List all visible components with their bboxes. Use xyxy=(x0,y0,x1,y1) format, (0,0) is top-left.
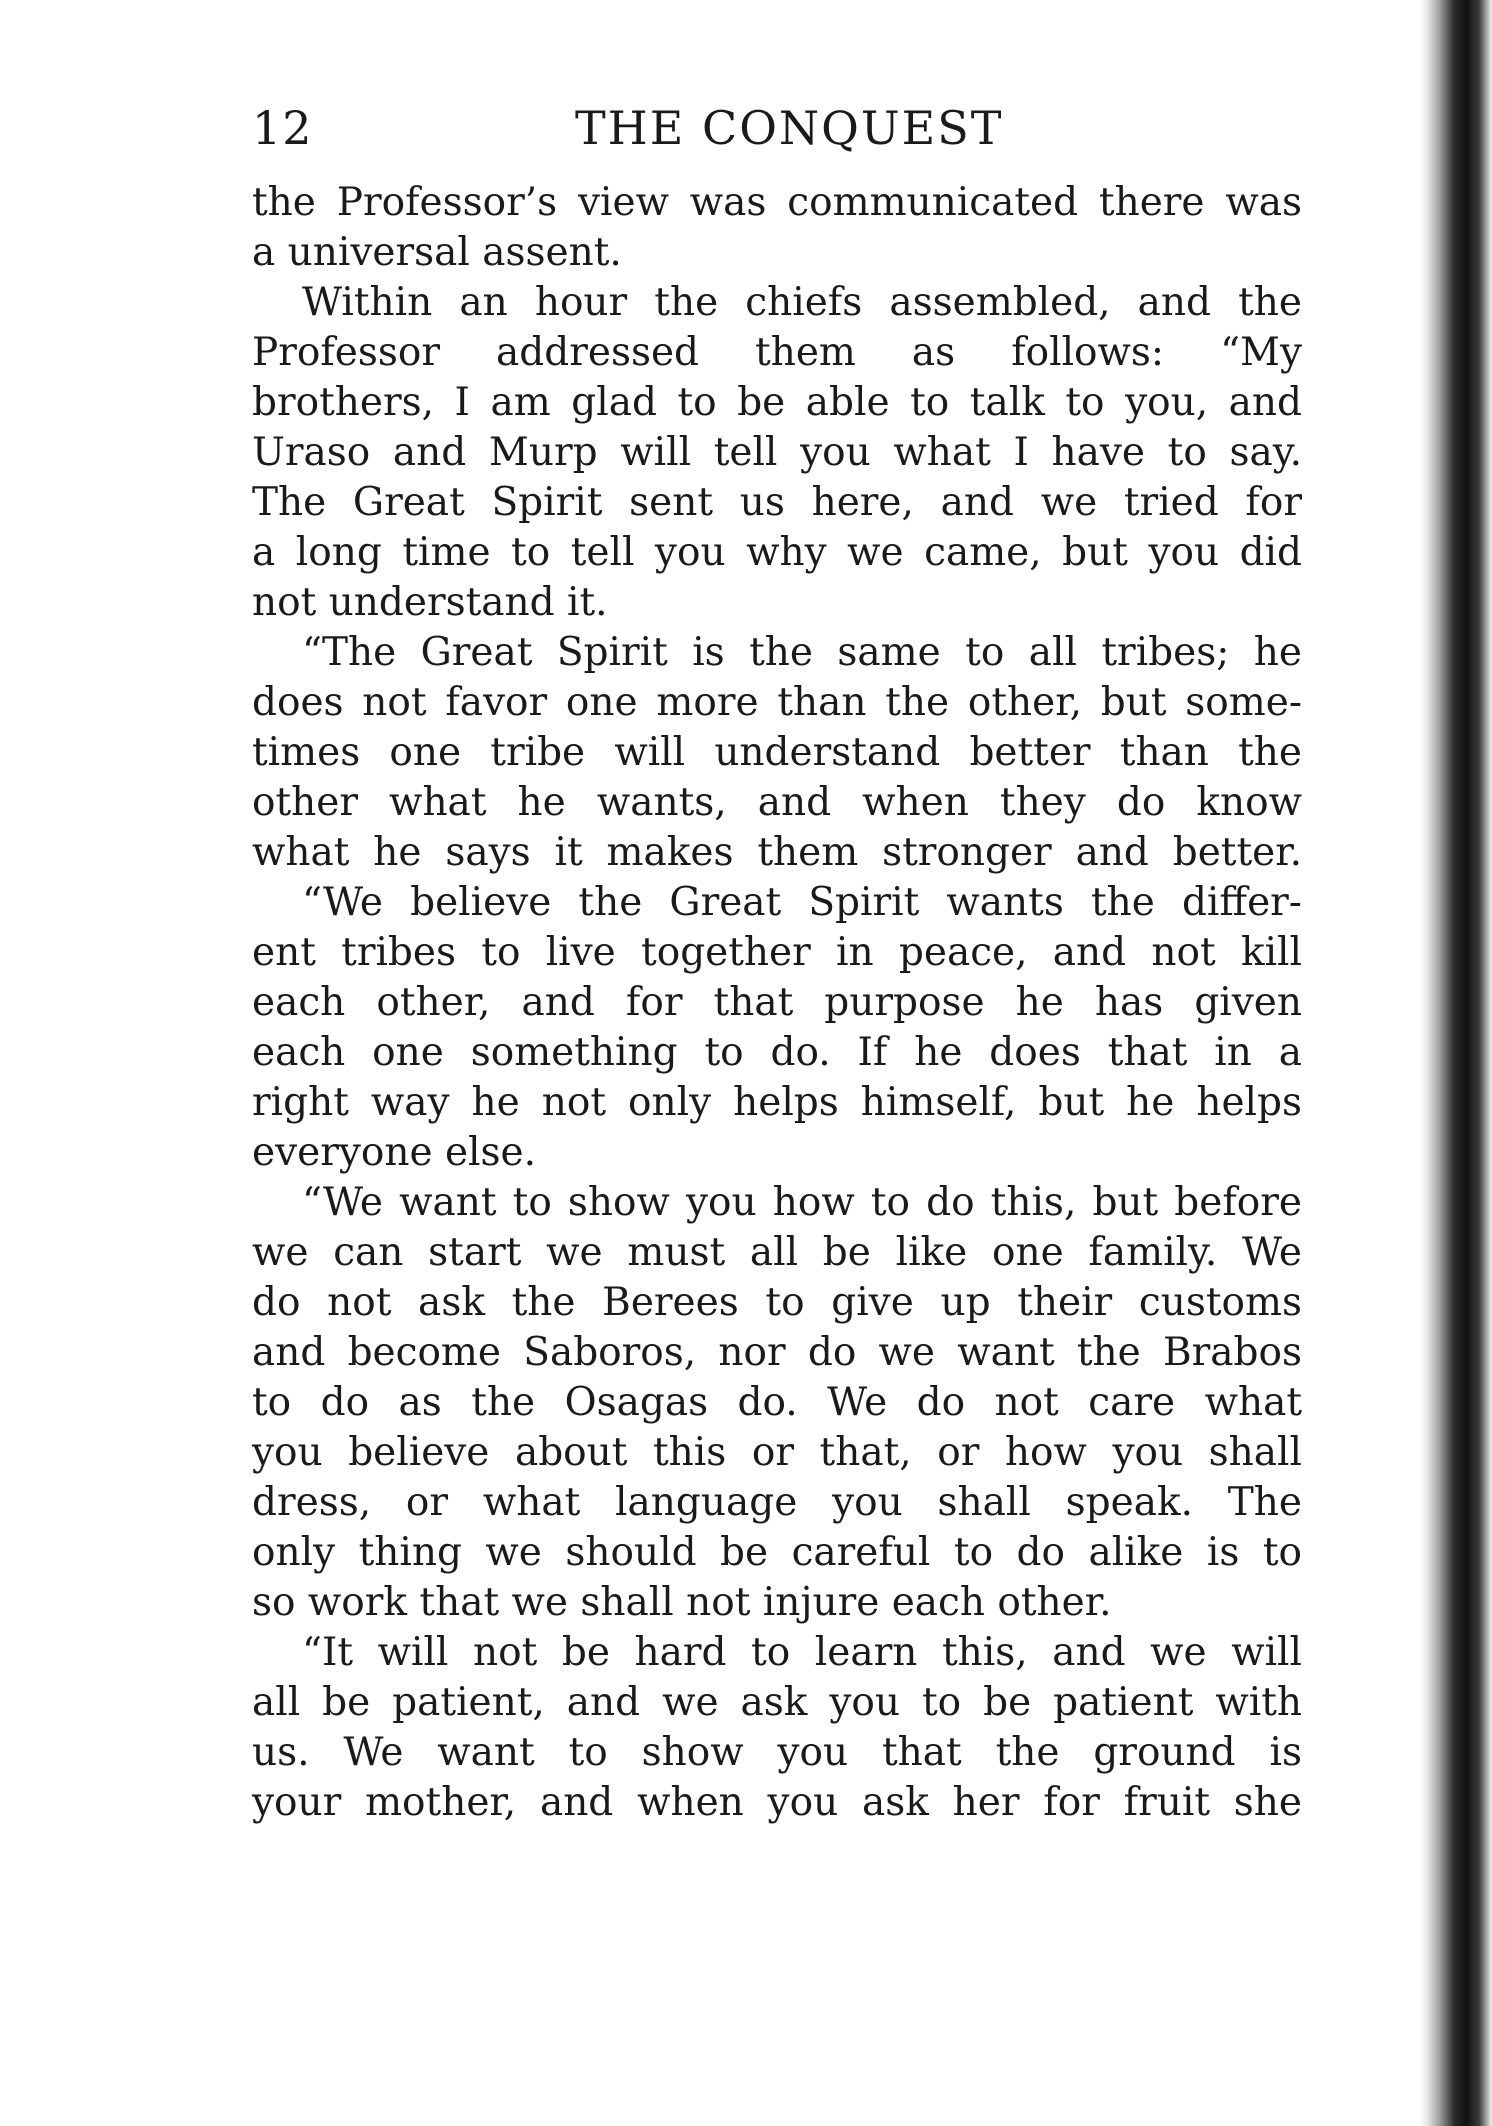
running-title: THE CONQUEST xyxy=(575,101,1004,155)
text-line: “We believe the Great Spirit wants the differ- xyxy=(302,880,1302,925)
text-line: do not ask the Berees to give up their customs xyxy=(252,1280,1302,1325)
paragraph xyxy=(252,1628,1302,1828)
text-line: a universal assent. xyxy=(252,230,622,275)
text-line: times one tribe will understand better than the xyxy=(252,730,1302,775)
text-line: Uraso and Murp will tell you what I have to say. xyxy=(252,430,1302,475)
text-line: so work that we shall not injure each other. xyxy=(252,1580,1112,1625)
text-line: ent tribes to live together in peace, and not kill xyxy=(252,930,1302,975)
text-line: “It will not be hard to learn this, and we will xyxy=(302,1630,1302,1675)
text-line: us. We want to show you that the ground is xyxy=(252,1730,1302,1775)
paragraph xyxy=(252,278,1302,628)
paragraph xyxy=(252,628,1302,878)
text-line: The Great Spirit sent us here, and we tried for xyxy=(252,480,1302,525)
text-line: you believe about this or that, or how you shall xyxy=(252,1430,1302,1475)
page-number: 12 xyxy=(252,101,313,155)
text-line: everyone else. xyxy=(252,1130,536,1175)
text-line: each one something to do. If he does that in a xyxy=(252,1030,1302,1075)
text-line: what he says it makes them stronger and better. xyxy=(252,830,1302,875)
text-line: “The Great Spirit is the same to all tribes; he xyxy=(302,630,1302,675)
paragraph xyxy=(252,178,1302,278)
text-line: dress, or what language you shall speak. The xyxy=(252,1480,1302,1525)
book-binding-edge xyxy=(1420,0,1492,2126)
text-line: “We want to show you how to do this, but before xyxy=(302,1180,1302,1225)
text-line: all be patient, and we ask you to be patient with xyxy=(252,1680,1302,1725)
paragraph xyxy=(252,878,1302,1178)
text-line: your mother, and when you ask her for fruit she xyxy=(252,1780,1302,1825)
text-line: the Professor’s view was communicated there was xyxy=(252,180,1302,225)
text-line: we can start we must all be like one family. We xyxy=(252,1230,1302,1275)
text-line: Within an hour the chiefs assembled, and the xyxy=(302,280,1302,325)
text-line: other what he wants, and when they do know xyxy=(252,780,1302,825)
text-line: to do as the Osagas do. We do not care what xyxy=(252,1380,1302,1425)
text-line: only thing we should be careful to do alike is to xyxy=(252,1530,1302,1575)
body-text xyxy=(252,178,1302,1828)
text-line: brothers, I am glad to be able to talk to you, and xyxy=(252,380,1302,425)
text-line: does not favor one more than the other, but some- xyxy=(252,680,1302,725)
paragraph xyxy=(252,1178,1302,1628)
text-line: a long time to tell you why we came, but you did xyxy=(252,530,1302,575)
text-line: Professor addressed them as follows: “My xyxy=(252,330,1302,375)
text-line: not understand it. xyxy=(252,580,608,625)
text-line: each other, and for that purpose he has given xyxy=(252,980,1302,1025)
text-line: right way he not only helps himself, but he helps xyxy=(252,1080,1302,1125)
text-line: and become Saboros, nor do we want the Brabos xyxy=(252,1330,1302,1375)
